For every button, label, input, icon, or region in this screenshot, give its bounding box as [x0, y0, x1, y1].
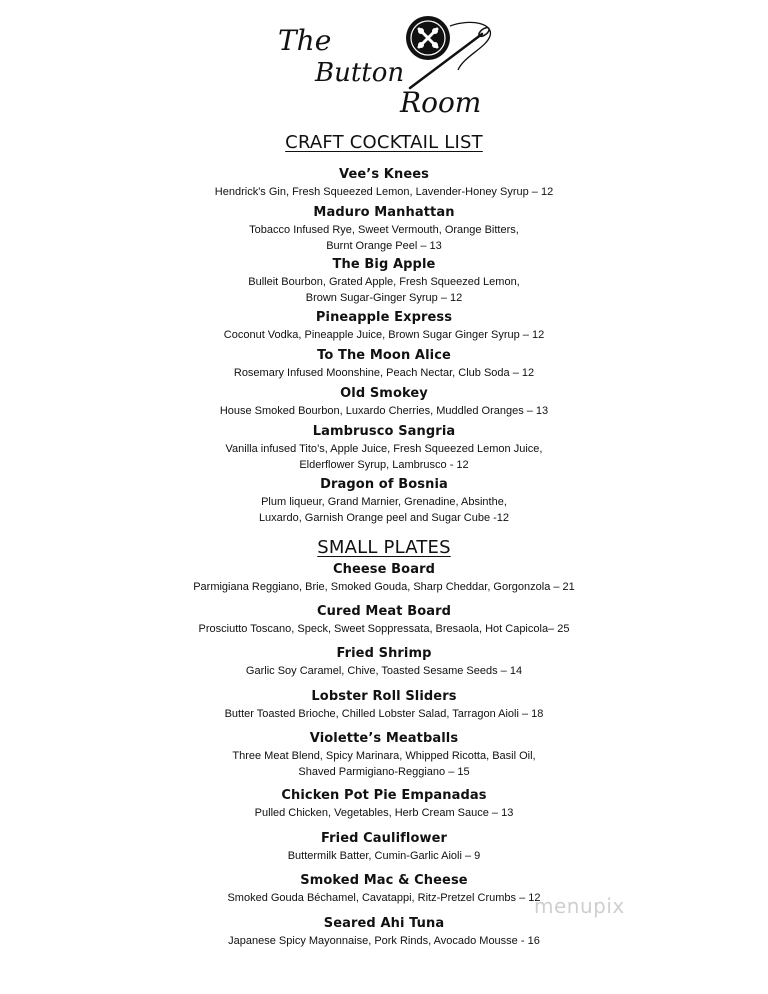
- item-name: To The Moon Alice: [317, 348, 451, 363]
- menu-item: [0, 309, 768, 343]
- item-name: Pineapple Express: [315, 310, 453, 325]
- item-name: Vee’s Knees: [339, 167, 429, 182]
- item-description-line2: Elderflower Syrup, Lambrusco - 12: [299, 459, 469, 471]
- item-name: The Big Apple: [332, 257, 436, 272]
- item-description: Parmigiana Reggiano, Brie, Smoked Gouda, Sharp Cheddar, Gorgonzola – 21: [193, 581, 575, 593]
- item-name: Dragon of Bosnia: [320, 477, 448, 492]
- item-name: Old Smokey: [340, 386, 428, 401]
- menu-item: [0, 645, 768, 679]
- item-description: House Smoked Bourbon, Luxardo Cherries, Muddled Oranges – 13: [219, 405, 549, 417]
- item-description-line2: Luxardo, Garnish Orange peel and Sugar Cube -12: [258, 512, 510, 524]
- menu-item: [0, 561, 768, 595]
- menupix-watermark: menupix: [534, 894, 625, 918]
- button-room-logo: [270, 14, 510, 124]
- menu-item: [0, 423, 768, 473]
- item-description: Butter Toasted Brioche, Chilled Lobster Salad, Tarragon Aioli – 18: [224, 708, 544, 720]
- item-description: Pulled Chicken, Vegetables, Herb Cream Sauce – 13: [254, 807, 514, 819]
- menu-item: [0, 872, 768, 906]
- item-name: Cheese Board: [332, 562, 436, 577]
- menu-item: [0, 204, 768, 254]
- item-name: Seared Ahi Tuna: [323, 916, 445, 931]
- item-description: Bulleit Bourbon, Grated Apple, Fresh Squeezed Lemon,: [248, 276, 520, 288]
- item-description-line2: Shaved Parmigiano-Reggiano – 15: [298, 766, 470, 778]
- menu-item: [0, 688, 768, 722]
- menu-item: [0, 476, 768, 526]
- item-name: Lambrusco Sangria: [312, 424, 456, 439]
- item-description: Three Meat Blend, Spicy Marinara, Whipped Ricotta, Basil Oil,: [232, 750, 536, 762]
- item-name: Maduro Manhattan: [313, 205, 455, 220]
- item-name: Violette’s Meatballs: [309, 731, 459, 746]
- button-needle-icon: [402, 14, 498, 94]
- cocktail-list-heading: CRAFT COCKTAIL LIST: [285, 132, 483, 153]
- item-description-line2: Burnt Orange Peel – 13: [326, 240, 442, 252]
- menu-item: [0, 787, 768, 821]
- item-name: Fried Shrimp: [336, 646, 432, 661]
- item-name: Fried Cauliflower: [320, 831, 448, 846]
- item-description: Garlic Soy Caramel, Chive, Toasted Sesame Seeds – 14: [245, 665, 523, 677]
- menu-item: [0, 166, 768, 200]
- item-description-line2: Brown Sugar-Ginger Syrup – 12: [305, 292, 463, 304]
- item-description: Rosemary Infused Moonshine, Peach Nectar, Club Soda – 12: [233, 367, 535, 379]
- menu-item: [0, 385, 768, 419]
- menu-item: [0, 830, 768, 864]
- small-plates-heading: SMALL PLATES: [317, 537, 451, 558]
- menu-item: [0, 347, 768, 381]
- item-name: Smoked Mac & Cheese: [300, 873, 468, 888]
- item-description: Hendrick's Gin, Fresh Squeezed Lemon, Lavender-Honey Syrup – 12: [214, 186, 554, 198]
- item-description: Plum liqueur, Grand Marnier, Grenadine, Absinthe,: [261, 496, 507, 508]
- item-description: Coconut Vodka, Pineapple Juice, Brown Sugar Ginger Syrup – 12: [223, 329, 545, 341]
- item-description: Smoked Gouda Béchamel, Cavatappi, Ritz-Pretzel Crumbs – 12: [227, 892, 541, 904]
- menu-item: [0, 915, 768, 949]
- item-description: Japanese Spicy Mayonnaise, Pork Rinds, Avocado Mousse - 16: [228, 935, 540, 947]
- menu-item: [0, 730, 768, 780]
- logo-text-button: Button: [315, 58, 405, 88]
- item-description: Vanilla infused Tito’s, Apple Juice, Fresh Squeezed Lemon Juice,: [225, 443, 543, 455]
- item-name: Cured Meat Board: [316, 604, 452, 619]
- item-description: Prosciutto Toscano, Speck, Sweet Soppressata, Bresaola, Hot Capicola– 25: [198, 623, 570, 635]
- logo-text-room: Room: [400, 86, 482, 119]
- item-name: Chicken Pot Pie Empanadas: [281, 788, 487, 803]
- item-description: Tobacco Infused Rye, Sweet Vermouth, Orange Bitters,: [249, 224, 519, 236]
- item-name: Lobster Roll Sliders: [311, 689, 457, 704]
- item-description: Buttermilk Batter, Cumin-Garlic Aioli – 9: [287, 850, 481, 862]
- menu-item: [0, 603, 768, 637]
- logo-text-the: The: [278, 24, 332, 57]
- menu-item: [0, 256, 768, 306]
